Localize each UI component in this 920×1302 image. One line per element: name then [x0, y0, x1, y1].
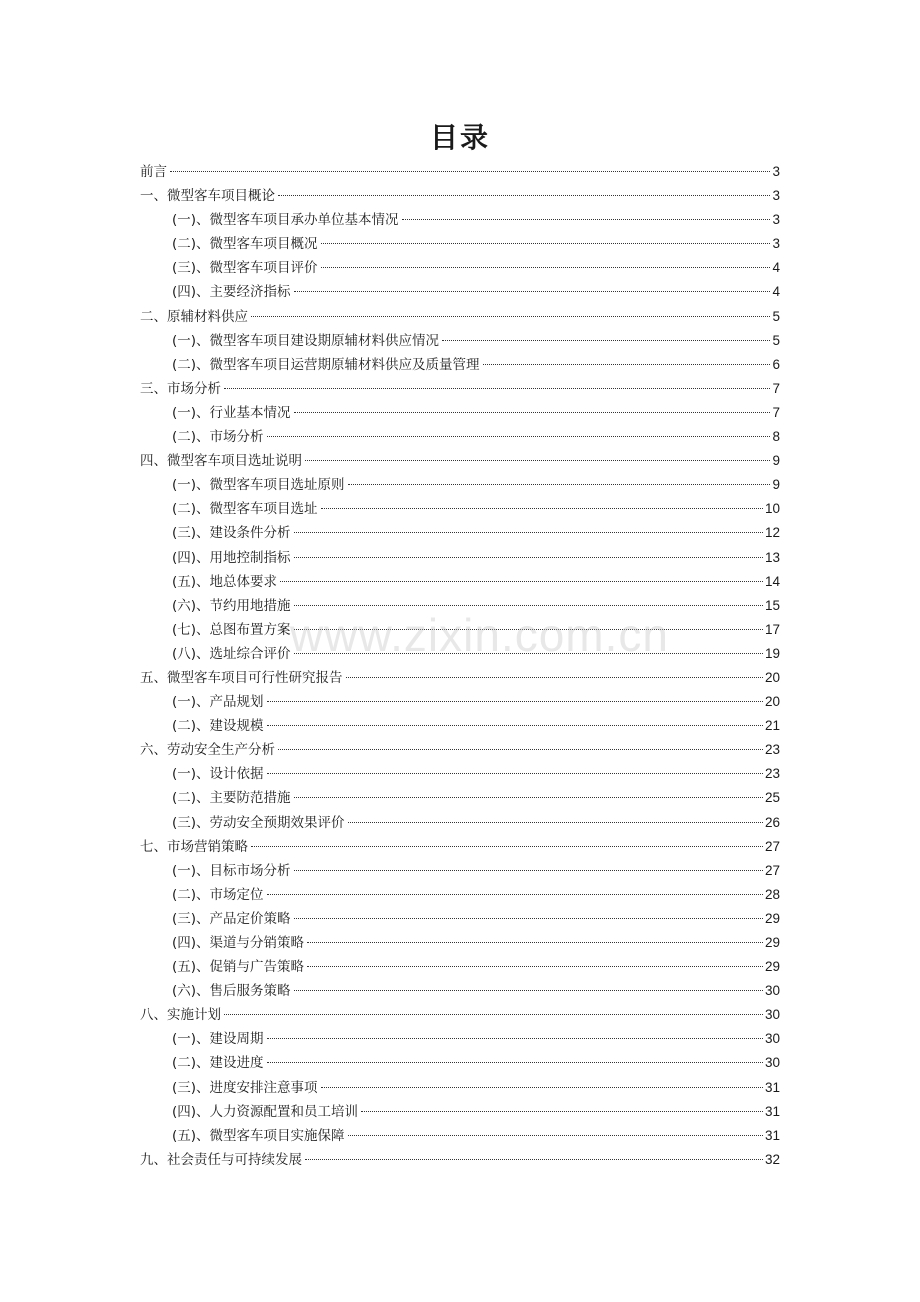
toc-dot-leader	[294, 990, 763, 991]
table-of-contents	[140, 160, 780, 1172]
toc-entry-page-number: 31	[764, 1127, 780, 1143]
toc-entry-page-number: 8	[772, 429, 780, 445]
toc-entry[interactable]	[140, 208, 780, 232]
toc-dot-leader	[305, 1159, 763, 1160]
toc-dot-leader	[321, 267, 771, 268]
toc-entry[interactable]	[140, 232, 780, 256]
toc-entry-label: (一)、微型客车项目承办单位基本情况	[172, 212, 399, 229]
toc-dot-leader	[294, 653, 763, 654]
toc-dot-leader	[346, 677, 763, 678]
toc-dot-leader	[267, 701, 763, 702]
toc-entry[interactable]	[140, 184, 780, 208]
toc-entry-page-number: 4	[772, 284, 780, 300]
toc-entry-page-number: 7	[772, 404, 780, 420]
toc-entry-label: (六)、售后服务策略	[172, 983, 291, 1000]
toc-dot-leader	[361, 1111, 763, 1112]
toc-entry-label: 前言	[140, 164, 167, 180]
toc-entry-page-number: 10	[764, 501, 780, 517]
toc-entry-label: (三)、产品定价策略	[172, 910, 291, 927]
toc-dot-leader	[267, 894, 763, 895]
toc-entry-page-number: 31	[764, 1079, 780, 1095]
toc-entry[interactable]	[140, 835, 780, 859]
toc-dot-leader	[321, 243, 771, 244]
toc-dot-leader	[294, 870, 763, 871]
toc-entry[interactable]	[140, 1100, 780, 1124]
toc-entry-page-number: 29	[764, 935, 780, 950]
toc-entry-page-number: 3	[772, 188, 780, 204]
toc-dot-leader	[278, 749, 763, 750]
toc-dot-leader	[224, 1014, 763, 1015]
toc-entry-label: (五)、微型客车项目实施保障	[172, 1127, 345, 1144]
toc-entry-label: (三)、微型客车项目评价	[172, 260, 318, 277]
toc-entry-label: (二)、微型客车项目概况	[172, 236, 318, 253]
toc-entry[interactable]	[140, 280, 780, 304]
toc-entry[interactable]	[140, 160, 780, 184]
toc-dot-leader	[294, 918, 763, 919]
toc-entry-page-number: 23	[764, 742, 780, 758]
toc-entry[interactable]	[140, 401, 780, 425]
toc-entry-page-number: 7	[772, 380, 780, 396]
toc-entry-label: (三)、劳动安全预期效果评价	[172, 814, 345, 831]
toc-entry[interactable]	[140, 1051, 780, 1075]
toc-entry-page-number: 30	[764, 983, 780, 999]
toc-entry[interactable]	[140, 546, 780, 570]
toc-dot-leader	[348, 484, 771, 485]
toc-entry-page-number: 19	[764, 645, 780, 661]
toc-entry-page-number: 29	[764, 959, 780, 975]
toc-entry-label: 八、实施计划	[140, 1007, 221, 1024]
toc-entry-label: (一)、设计依据	[172, 766, 264, 783]
toc-dot-leader	[402, 219, 771, 220]
toc-entry-label: (八)、选址综合评价	[172, 645, 291, 662]
toc-entry-label: (四)、人力资源配置和员工培训	[172, 1103, 359, 1120]
toc-entry-label: (二)、微型客车项目运营期原辅材料供应及质量管理	[172, 356, 480, 373]
toc-dot-leader	[251, 846, 763, 847]
toc-entry-label: 三、市场分析	[140, 380, 221, 397]
toc-entry-label: (二)、微型客车项目选址	[172, 501, 318, 518]
toc-entry-label: (六)、节约用地措施	[172, 597, 291, 614]
toc-entry-label: 五、微型客车项目可行性研究报告	[140, 669, 343, 686]
toc-entry-page-number: 20	[764, 694, 780, 710]
toc-entry-label: (二)、市场定位	[172, 886, 264, 903]
toc-dot-leader	[280, 581, 763, 582]
toc-dot-leader	[294, 532, 763, 533]
toc-entry-page-number: 20	[764, 669, 780, 685]
toc-entry-label: 一、微型客车项目概论	[140, 188, 275, 205]
toc-entry-label: (三)、进度安排注意事项	[172, 1079, 318, 1096]
toc-entry[interactable]	[140, 521, 780, 545]
toc-entry[interactable]	[140, 473, 780, 497]
toc-dot-leader	[348, 822, 763, 823]
toc-dot-leader	[267, 725, 763, 726]
toc-entry-label: (二)、主要防范措施	[172, 790, 291, 807]
toc-entry[interactable]	[140, 1027, 780, 1051]
toc-entry-page-number: 3	[772, 212, 780, 228]
toc-entry[interactable]	[140, 1148, 780, 1172]
toc-dot-leader	[267, 1038, 763, 1039]
toc-entry-label: (二)、建设规模	[172, 718, 264, 735]
toc-entry-label: (四)、主要经济指标	[172, 284, 291, 301]
toc-entry-page-number: 9	[772, 477, 780, 493]
toc-dot-leader	[442, 340, 770, 341]
toc-dot-leader	[294, 797, 763, 798]
toc-entry-label: (二)、市场分析	[172, 429, 264, 446]
toc-dot-leader	[294, 629, 763, 630]
toc-dot-leader	[294, 557, 763, 558]
toc-entry[interactable]	[140, 570, 780, 594]
toc-dot-leader	[224, 388, 770, 389]
toc-entry-page-number: 15	[764, 597, 780, 613]
toc-dot-leader	[267, 436, 771, 437]
toc-entry-page-number: 14	[764, 573, 780, 589]
toc-entry-page-number: 30	[764, 1055, 780, 1071]
toc-entry-page-number: 17	[764, 621, 780, 637]
watermark: www.zixin.com.cn	[290, 609, 669, 661]
toc-entry-page-number: 32	[764, 1151, 780, 1167]
toc-entry[interactable]	[140, 714, 780, 738]
toc-dot-leader	[267, 773, 763, 774]
toc-entry[interactable]	[140, 256, 780, 280]
toc-entry-page-number: 21	[764, 718, 780, 734]
toc-entry-page-number: 5	[772, 308, 780, 324]
toc-entry[interactable]	[140, 786, 780, 810]
toc-entry[interactable]	[140, 666, 780, 690]
page-title: 目录	[429, 121, 490, 154]
toc-entry-label: (一)、产品规划	[172, 694, 264, 711]
toc-entry-label: (三)、建设条件分析	[172, 525, 291, 542]
toc-entry-page-number: 3	[772, 164, 780, 179]
toc-entry-page-number: 6	[772, 356, 780, 372]
toc-entry-page-number: 27	[764, 838, 780, 854]
toc-entry[interactable]	[140, 594, 780, 618]
toc-dot-leader	[170, 171, 770, 172]
toc-dot-leader	[294, 412, 771, 413]
toc-entry-label: (四)、渠道与分销策略	[172, 935, 305, 951]
toc-entry[interactable]	[140, 738, 780, 762]
toc-entry-page-number: 26	[764, 814, 780, 830]
toc-dot-leader	[294, 291, 771, 292]
toc-entry[interactable]	[140, 859, 780, 883]
toc-entry-label: (一)、行业基本情况	[172, 404, 291, 421]
toc-entry[interactable]	[140, 1076, 780, 1100]
toc-dot-leader	[348, 1135, 763, 1136]
toc-entry[interactable]	[140, 762, 780, 786]
toc-entry[interactable]	[140, 305, 780, 329]
toc-entry[interactable]	[140, 931, 780, 955]
toc-entry[interactable]	[140, 497, 780, 521]
toc-entry-page-number: 4	[772, 260, 780, 276]
toc-entry-label: (五)、促销与广告策略	[172, 959, 305, 976]
toc-entry-page-number: 31	[764, 1103, 780, 1119]
toc-dot-leader	[307, 966, 763, 967]
toc-dot-leader	[321, 1087, 763, 1088]
toc-entry[interactable]	[140, 955, 780, 979]
toc-dot-leader	[267, 1062, 763, 1063]
toc-entry-label: (四)、用地控制指标	[172, 549, 291, 566]
toc-entry-page-number: 9	[772, 453, 780, 469]
toc-dot-leader	[321, 508, 763, 509]
toc-entry[interactable]	[140, 979, 780, 1003]
toc-entry-page-number: 30	[764, 1031, 780, 1047]
toc-entry-label: (一)、微型客车项目建设期原辅材料供应情况	[172, 332, 440, 349]
toc-entry-page-number: 13	[764, 549, 780, 565]
toc-entry[interactable]	[140, 618, 780, 642]
toc-entry-page-number: 29	[764, 910, 780, 926]
toc-entry-label: (二)、建设进度	[172, 1055, 264, 1072]
toc-entry-label: (一)、建设周期	[172, 1031, 264, 1048]
toc-entry-label: 四、微型客车项目选址说明	[140, 453, 302, 470]
toc-entry-label: 七、市场营销策略	[140, 838, 248, 855]
toc-entry-page-number: 25	[764, 790, 780, 806]
toc-entry[interactable]	[140, 642, 780, 666]
toc-entry[interactable]	[140, 425, 780, 449]
toc-entry[interactable]	[140, 907, 780, 931]
toc-entry-label: (七)、总图布置方案	[172, 621, 291, 638]
toc-entry-label: (五)、地总体要求	[172, 573, 278, 590]
toc-entry-page-number: 12	[764, 525, 780, 541]
toc-entry[interactable]	[140, 690, 780, 714]
toc-entry-page-number: 27	[764, 862, 780, 878]
toc-entry-page-number: 23	[764, 766, 780, 782]
toc-entry[interactable]	[140, 1124, 780, 1148]
toc-dot-leader	[305, 460, 770, 461]
toc-entry-label: (一)、目标市场分析	[172, 862, 291, 879]
toc-entry-page-number: 30	[764, 1007, 780, 1023]
toc-entry[interactable]	[140, 449, 780, 473]
toc-entry[interactable]	[140, 1003, 780, 1027]
toc-entry[interactable]	[140, 377, 780, 401]
toc-entry[interactable]	[140, 883, 780, 907]
toc-entry-page-number: 5	[772, 332, 780, 348]
toc-entry[interactable]	[140, 353, 780, 377]
toc-dot-leader	[307, 942, 763, 943]
toc-dot-leader	[294, 605, 763, 606]
toc-entry-label: 六、劳动安全生产分析	[140, 742, 275, 759]
toc-dot-leader	[483, 364, 771, 365]
toc-entry-label: 二、原辅材料供应	[140, 308, 248, 325]
toc-dot-leader	[251, 316, 770, 317]
toc-entry[interactable]	[140, 811, 780, 835]
toc-dot-leader	[278, 195, 770, 196]
toc-entry-label: 九、社会责任与可持续发展	[140, 1151, 302, 1168]
toc-entry-page-number: 3	[772, 236, 780, 252]
toc-entry[interactable]	[140, 329, 780, 353]
toc-entry-label: (一)、微型客车项目选址原则	[172, 477, 345, 494]
toc-entry-page-number: 28	[764, 886, 780, 902]
